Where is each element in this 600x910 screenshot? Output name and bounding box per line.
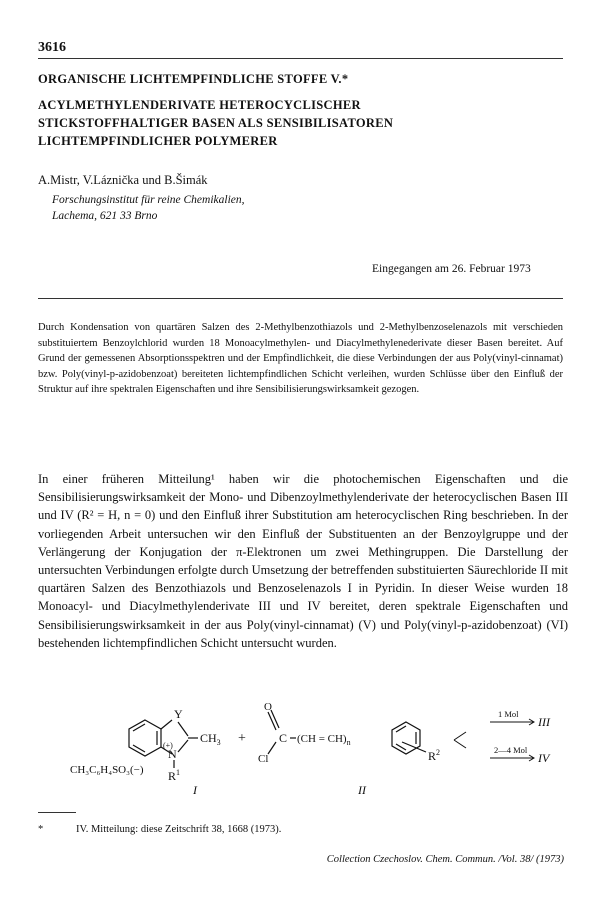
methyl-group: $CH_3$ bbox=[200, 731, 221, 747]
journal-citation: Collection Czechoslov. Chem. Commun. /Vol. 38/ (1973) bbox=[326, 854, 564, 865]
body-paragraph: In einer früheren Mitteilung¹ haben wir die photochemischen Eigenschaften und die Sensibilisierungswirksamkeit der Mono- und Dibenzoylmethylenderivate der heterocyclischen Basen III und IV (R² = H, n = 0) und den Einfluß ihrer Substitution am heterocyclischen Ring beschrieben. In der vorliegenden Arbeit untersuchen wir den Einfluß der Substituenten an der Benzoylgruppe und der Verlängerung der Konjugation der π-Elektronen um zwei Methingruppen. Die Darstellung der untersuchten Verbindungen erfolgte durch Umsetzung der betreffenden substituierten Säurechloride II mit quartären Salzen des Benzothiazols und Benzoselenazols I in Pyridin. In dieser Weise wurden 18 Monoacyl- und Diacylmethylenderivate III und IV bereitet, deren spektrale Eigenschaften und Sensibilisierungswirksamkeit in der aus Poly(vinyl-cinnamat) (V) und Poly(vinyl-p-azidobenzoat) (VI) bestehenden lichtempfindlichen Schicht untersucht wurden. bbox=[38, 472, 568, 650]
article-title bbox=[38, 96, 568, 150]
bond-ring-y bbox=[161, 720, 172, 729]
institution bbox=[52, 192, 245, 224]
title-line: LICHTEMPFINDLICHER POLYMERER bbox=[38, 134, 278, 148]
substituent-bond bbox=[402, 742, 426, 752]
carbonyl-double bbox=[271, 710, 279, 728]
bond-n-c bbox=[178, 740, 188, 752]
carbon-atom: C bbox=[279, 731, 288, 745]
received-date: Eingegangen am 26. Februar 1973 bbox=[372, 263, 531, 275]
footnote-rule bbox=[38, 812, 76, 813]
footnote bbox=[38, 824, 281, 835]
header-rule bbox=[38, 58, 563, 59]
footnote-text: IV. Mitteilung: diese Zeitschrift 38, 1668 (1973). bbox=[76, 824, 282, 835]
atom-o: O bbox=[264, 702, 272, 713]
compound-label-i: I bbox=[193, 783, 197, 797]
counterion: CH₃C₆H₄SO₃(−) bbox=[70, 764, 144, 776]
page-number: 3616 bbox=[38, 40, 66, 55]
substituent-r2: $R^2$ bbox=[428, 748, 441, 763]
c-cl-bond bbox=[268, 742, 276, 754]
institution-line: Forschungsinstitut für reine Chemikalien, bbox=[52, 194, 245, 206]
footnote-marker: * bbox=[38, 824, 44, 835]
product-iii: III bbox=[538, 715, 550, 729]
atom-cl: Cl bbox=[258, 753, 269, 765]
abstract-rule bbox=[38, 298, 563, 299]
fork-down bbox=[454, 740, 466, 748]
substituent-r1: $R^1$ bbox=[168, 768, 181, 783]
positive-charge: (+) bbox=[163, 741, 173, 750]
authors: A.Mistr, V.Láznička und B.Šimák bbox=[38, 173, 208, 187]
fork-up bbox=[454, 732, 466, 740]
abstract: Durch Kondensation von quartären Salzen des 2-Methylbenzothiazols und 2-Methylbenzoselenazols mit verschieden substituiertem Benzoylchlorid wurden 18 Monoacylmethylen- und Diacylmethylenederivate dieser Basen bereitet. Auf Grund der gemessenen Absorptionsspektren und der Empfindlichkeit, die diese Verbindungen der aus Poly(vinyl-cinnamat) bzw. Poly(vinyl-p-azidobenzoat) bereiteten lichtempfindlichen Schicht verleihen, wurden Schlüsse über den Einfluß der Struktur auf ihre spektralen Eigenschaften und ihre Sensibilisierungswirksamkeit gezogen. bbox=[38, 322, 563, 395]
carbonyl-bond bbox=[268, 712, 276, 730]
arrow-label-one: 1 Mol bbox=[498, 709, 519, 719]
compound-label-ii: II bbox=[358, 783, 366, 797]
atom-y: Y bbox=[174, 707, 183, 721]
product-iv: IV bbox=[538, 751, 550, 765]
plus-sign: + bbox=[238, 731, 246, 746]
title-line: STICKSTOFFHALTIGER BASEN ALS SENSIBILISATOREN bbox=[38, 116, 394, 130]
series-title: ORGANISCHE LICHTEMPFINDLICHE STOFFE V.* bbox=[38, 72, 349, 86]
title-line: ACYLMETHYLENDERIVATE HETEROCYCLISCHER bbox=[38, 98, 361, 112]
acid-chloride-structure bbox=[268, 710, 426, 754]
bond-y-c bbox=[178, 722, 188, 736]
vinylene-chain: $(CH = CH)_n$ bbox=[297, 733, 351, 747]
benzene-ring bbox=[129, 720, 161, 756]
atom-n: N bbox=[168, 747, 177, 761]
body-text bbox=[38, 470, 568, 652]
reaction-scheme bbox=[50, 702, 570, 797]
arrow-label-two: 2—4 Mol bbox=[494, 745, 528, 755]
institution-line: Lachema, 621 33 Brno bbox=[52, 210, 158, 222]
